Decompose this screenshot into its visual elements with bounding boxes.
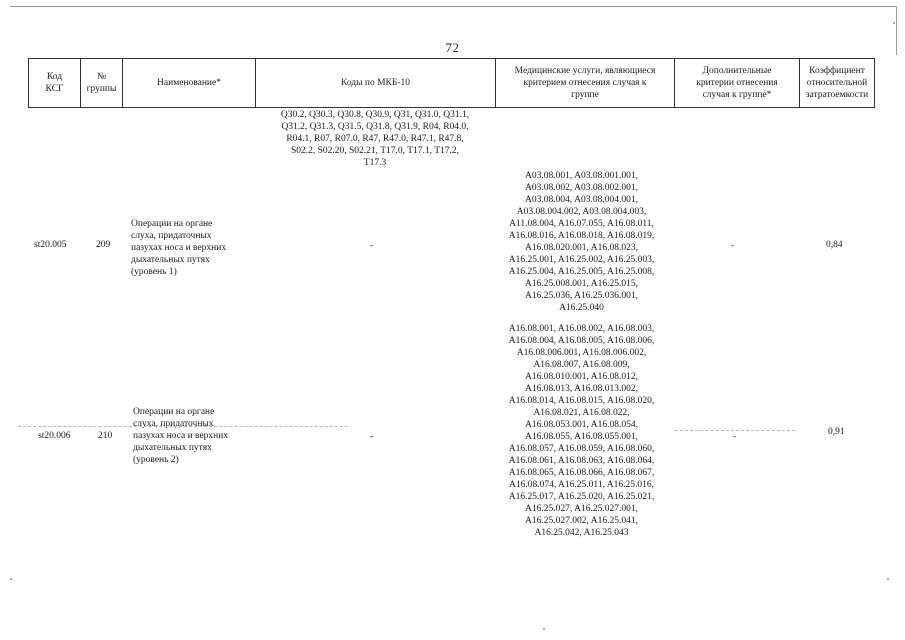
header-dop-kriterii: Дополнительные критерии отнесения случая к группе* — [674, 59, 799, 107]
scan-speck — [10, 578, 12, 580]
row-nomer-gruppy: 210 — [98, 431, 113, 441]
row-koefficient: 0,84 — [826, 240, 843, 250]
row-kody-mkb: - — [370, 240, 373, 250]
scan-speck — [893, 22, 895, 24]
row-naimenovanie: Операции на органе слуха, придаточных пазухах носа и верхних дыхательных путях (уровень 2) — [133, 407, 229, 465]
table-header — [28, 58, 875, 108]
header-nomer-gruppy: № группы — [80, 59, 122, 107]
row-koefficient: 0,91 — [828, 427, 845, 437]
scan-artifact-line — [675, 430, 795, 431]
scan-speck — [887, 578, 889, 580]
header-kody-mkb: Коды по МКБ-10 — [255, 59, 495, 107]
continuation-mkb-codes: Q30.2, Q30.3, Q30.8, Q30.9, Q31, Q31.0, Q31.1, Q31.2, Q31.3, Q31.5, Q31.8, Q31.9, R04, R04.0, R04.1, R07, R07.0, R47, R47.0, R47.1, R47.8, S02.2, S02.20, S02.21, T17.0, T17.1, T17.2, T17.3 — [280, 110, 470, 168]
scan-speck — [543, 628, 545, 630]
row-naimenovanie: Операции на органе слуха, придаточных пазухах носа и верхних дыхательных путях (уровень 1) — [131, 219, 227, 277]
page-number: 72 — [445, 40, 460, 55]
header-kod-ksg: Код КСГ — [28, 59, 80, 107]
row-dop-kriterii: - — [733, 431, 736, 441]
scan-artifact-line — [18, 426, 348, 427]
header-naimenovanie: Наименование* — [122, 59, 255, 107]
row-nomer-gruppy: 209 — [96, 240, 111, 250]
row-kod-ksg: st20.006 — [38, 431, 71, 441]
row-med-uslugi: A03.08.001, A03.08.001.001, A03.08.002, A03.08.002.001, A03.08.004, A03.08.004.001, A03.08.004.002, A03.08.004.003, A11.08.004, A16.07.055, A16.08.011, A16.08.016, A16.08.018, A16.08.019, A16.08.020.001, A16.08.023, A16.25.001, A16.25.002, A16.25.003, A16.25.004, A16.25.005, A16.25.008, A16.25.008.001, A16.25.015, A16.25.036, A16.25.036.001, A16.25.040 — [508, 171, 655, 313]
header-med-uslugi: Медицинские услуги, являющиеся критерием отнесения случая к группе — [495, 59, 674, 107]
row-med-uslugi: A16.08.001, A16.08.002, A16.08.003, A16.08.004, A16.08.005, A16.08.006, A16.08.006.001, A16.08.006.002, A16.08.007, A16.08.009, A16.08.010.001, A16.08.012, A16.08.013, A16.08.013.002, A16.08.014, A16.08.015, A16.08.020, A16.08.021, A16.08.022, A16.08.053.001, A16.08.054, A16.08.055, A16.08.055.001, A16.08.057, A16.08.059, A16.08.060, A16.08.061, A16.08.063, A16.08.064, A16.08.065, A16.08.066, A16.08.067, A16.08.074, A16.25.011, A16.25.016, A16.25.017, A16.25.020, A16.25.021, A16.25.027, A16.25.027.001, A16.25.027.002, A16.25.041, A16.25.042, A16.25.043 — [508, 324, 655, 538]
row-dop-kriterii: - — [731, 240, 734, 250]
row-kody-mkb: - — [370, 431, 373, 441]
header-koefficient: Коэффициент относительной затратоемкости — [799, 59, 875, 107]
row-kod-ksg: st20.005 — [34, 240, 67, 250]
